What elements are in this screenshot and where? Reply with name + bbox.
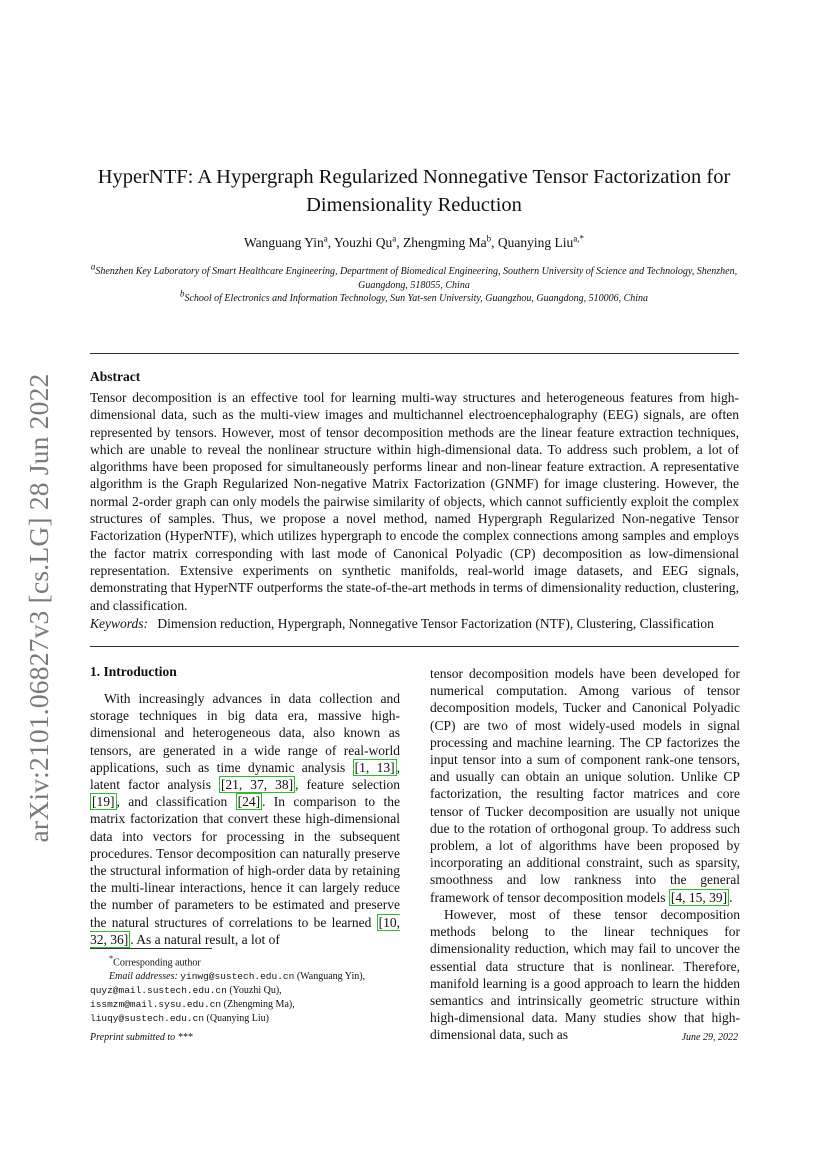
email-label: Email addresses: [109,971,178,983]
intro-paragraph-1 [90,690,400,948]
affiliation-b [90,288,738,306]
body-text: . In comparison to the matrix factorization that convert these high-dimensional data into vectors for processing in the subsequent procedures. Tensor decomposition can naturally preserve the structural information of high-order data by retaining the multi-linear interactions, hence it can largely reduce the number of parameters to be estimated and preserve the natural structures of correlations to be learned [90,794,400,930]
author-name: Zhengming Ma [403,235,487,250]
footnote-text: Corresponding author [113,957,201,969]
author-affil-mark: a [392,233,397,244]
abstract-bottom-rule [90,646,739,647]
citation-link[interactable]: [24] [237,794,261,810]
email-link[interactable]: liuqy@sustech.edu.cn [90,1013,205,1025]
body-text: , latent factor analysis [90,759,400,793]
email-link[interactable]: issmzm@mail.sysu.edu.cn [90,999,222,1011]
email-link[interactable]: yinwg@sustech.edu.cn [180,971,295,983]
intro-paragraph-1-cont [430,665,740,906]
keywords [90,616,714,632]
intro-paragraph-2: However, most of these tensor decomposition methods belong to the linear techniques for dimensionality reduction, which may fail to uncover the essential data structure that is nonlinear. Therefore, manifold learning is a good approach to learn the hidden semantics and intrinsically geometric structure within high-dimensional data. Many studies show that high-dimensional data, such as [430,907,740,1043]
author-affil-mark: b [486,233,492,244]
citation-link[interactable]: [10, 32, 36] [90,914,400,947]
footnote-mark: * [109,954,114,963]
arxiv-watermark [22,368,56,848]
body-text: . As a natural result, a lot of [130,931,280,947]
email-owner: (Quanying Liu) [206,1013,270,1025]
affiliation-a [90,261,738,292]
body-text: . [729,889,733,905]
citation-link[interactable]: [19] [92,794,115,810]
arxiv-id: arXiv:2101.06827v3 [cs.LG] 28 Jun 2022 [23,373,54,843]
body-text: With increasingly advances in data collection and storage techniques in big data era, massive high-dimensional and heterogeneous data, also known as tensors, are generated in a wide range of real-world applications, such as time dynamic analysis [90,691,400,775]
abstract-top-rule [90,353,739,354]
footnote-corresponding [90,952,410,970]
citation-link[interactable]: [4, 15, 39] [670,889,728,905]
citation-link[interactable]: [21, 37, 38] [220,777,294,793]
author-affil-mark: a [323,233,328,244]
author-list: Wanguang Yin$^a$, Youzhi Qu$^a$, Zhengming Ma$^b$, Quanying Liu$^{a,*}$ [243,233,585,250]
author-affil-mark: a,* [573,233,585,244]
footnote-emails-cont [90,998,410,1012]
author-name: Wanguang Yin [243,235,324,250]
body-text: tensor decomposition models have been developed for numerical computation. Among various of tensor decomposition models, Tucker and Canonical Polyadic (CP) are two of most widely-used models in signal processing and machine learning. The CP factorizes the input tensor into a sum of component rank-one tensors, and usually can obtain an unique solution. Unlike CP factorization, the resulting factor matrices and core tensor of Tucker decomposition are usually not unique due to the rotation of orthogonal group. To address such problem, a lot of algorithms have been proposed by incorporating an additional constraint, such as sparsity, smoothness and low rankness into the general framework of tensor decomposition models [430,666,740,905]
keywords-text: Dimension reduction, Hypergraph, Nonnegative Tensor Factorization (NTF), Clustering, Classification [157,616,714,631]
email-owner: (Youzhi Qu), [229,985,282,997]
footer-right: June 29, 2022 [681,1032,738,1043]
footnote-emails-cont [90,984,410,998]
citation-link[interactable]: [1, 13] [354,759,395,775]
footnote-rule [90,948,212,949]
footnote-emails-cont [90,1012,410,1026]
abstract-heading: Abstract [90,369,141,384]
affil-mark: b [179,288,185,299]
email-owner: (Wanguang Yin), [296,971,366,983]
affil-mark: a [90,261,96,272]
author-name: Youzhi Qu [334,235,393,250]
paper-title: HyperNTF: A Hypergraph Regularized Nonnegative Tensor Factorization for Dimensionality Reduction [97,166,731,216]
author-name: Quanying Liu [497,235,574,250]
footer-left: Preprint submitted to *** [90,1032,193,1043]
email-link[interactable]: quyz@mail.sustech.edu.cn [90,985,227,997]
keywords-label: Keywords: [90,616,148,631]
email-owner: (Zhengming Ma), [223,999,295,1011]
body-text: , and classification [116,794,236,810]
footnotes [90,952,410,1026]
affil-text: School of Electronics and Information Technology, Sun Yat-sen University, Guangzhou, Guangdong, 510006, China [184,293,649,304]
body-text: , feature selection [295,777,400,793]
footnote-emails [90,970,410,984]
section-heading: 1. Introduction [90,664,177,679]
affil-text: Shenzhen Key Laboratory of Smart Healthcare Engineering, Department of Biomedical Engineering, Southern University of Science and Technology, Shenzhen, Guangdong, 518055, China [95,266,738,291]
abstract-text: Tensor decomposition is an effective tool for learning multi-way structures and heterogeneous features from high-dimensional data, such as the multi-view images and multichannel electroencephalography (EEG) signals, are often represented by tensors. However, most of tensor decomposition methods are the linear feature extraction techniques, which are unable to reveal the nonlinear structure within high-dimensional data. To address such problem, a lot of algorithms have been proposed for simultaneously performs linear and non-linear feature extraction. A representative algorithm is the Graph Regularized Non-negative Matrix Factorization (GNMF) for image clustering. However, the normal 2-order graph can only models the pairwise similarity of objects, which cannot sufficiently exploit the complex structures of samples. Thus, we propose a novel method, named Hypergraph Regularized Non-negative Tensor Factorization (HyperNTF), which utilizes hypergraph to encode the complex connections among samples and employs the factor matrix corresponding with last mode of Canonical Polyadic (CP) decomposition as low-dimensional representation. Extensive experiments on synthetic manifolds, real-world image datasets, and EEG signals, demonstrating that HyperNTF outperforms the state-of-the-art methods in terms of dimensionality reduction, clustering, and classification. [90,390,739,613]
